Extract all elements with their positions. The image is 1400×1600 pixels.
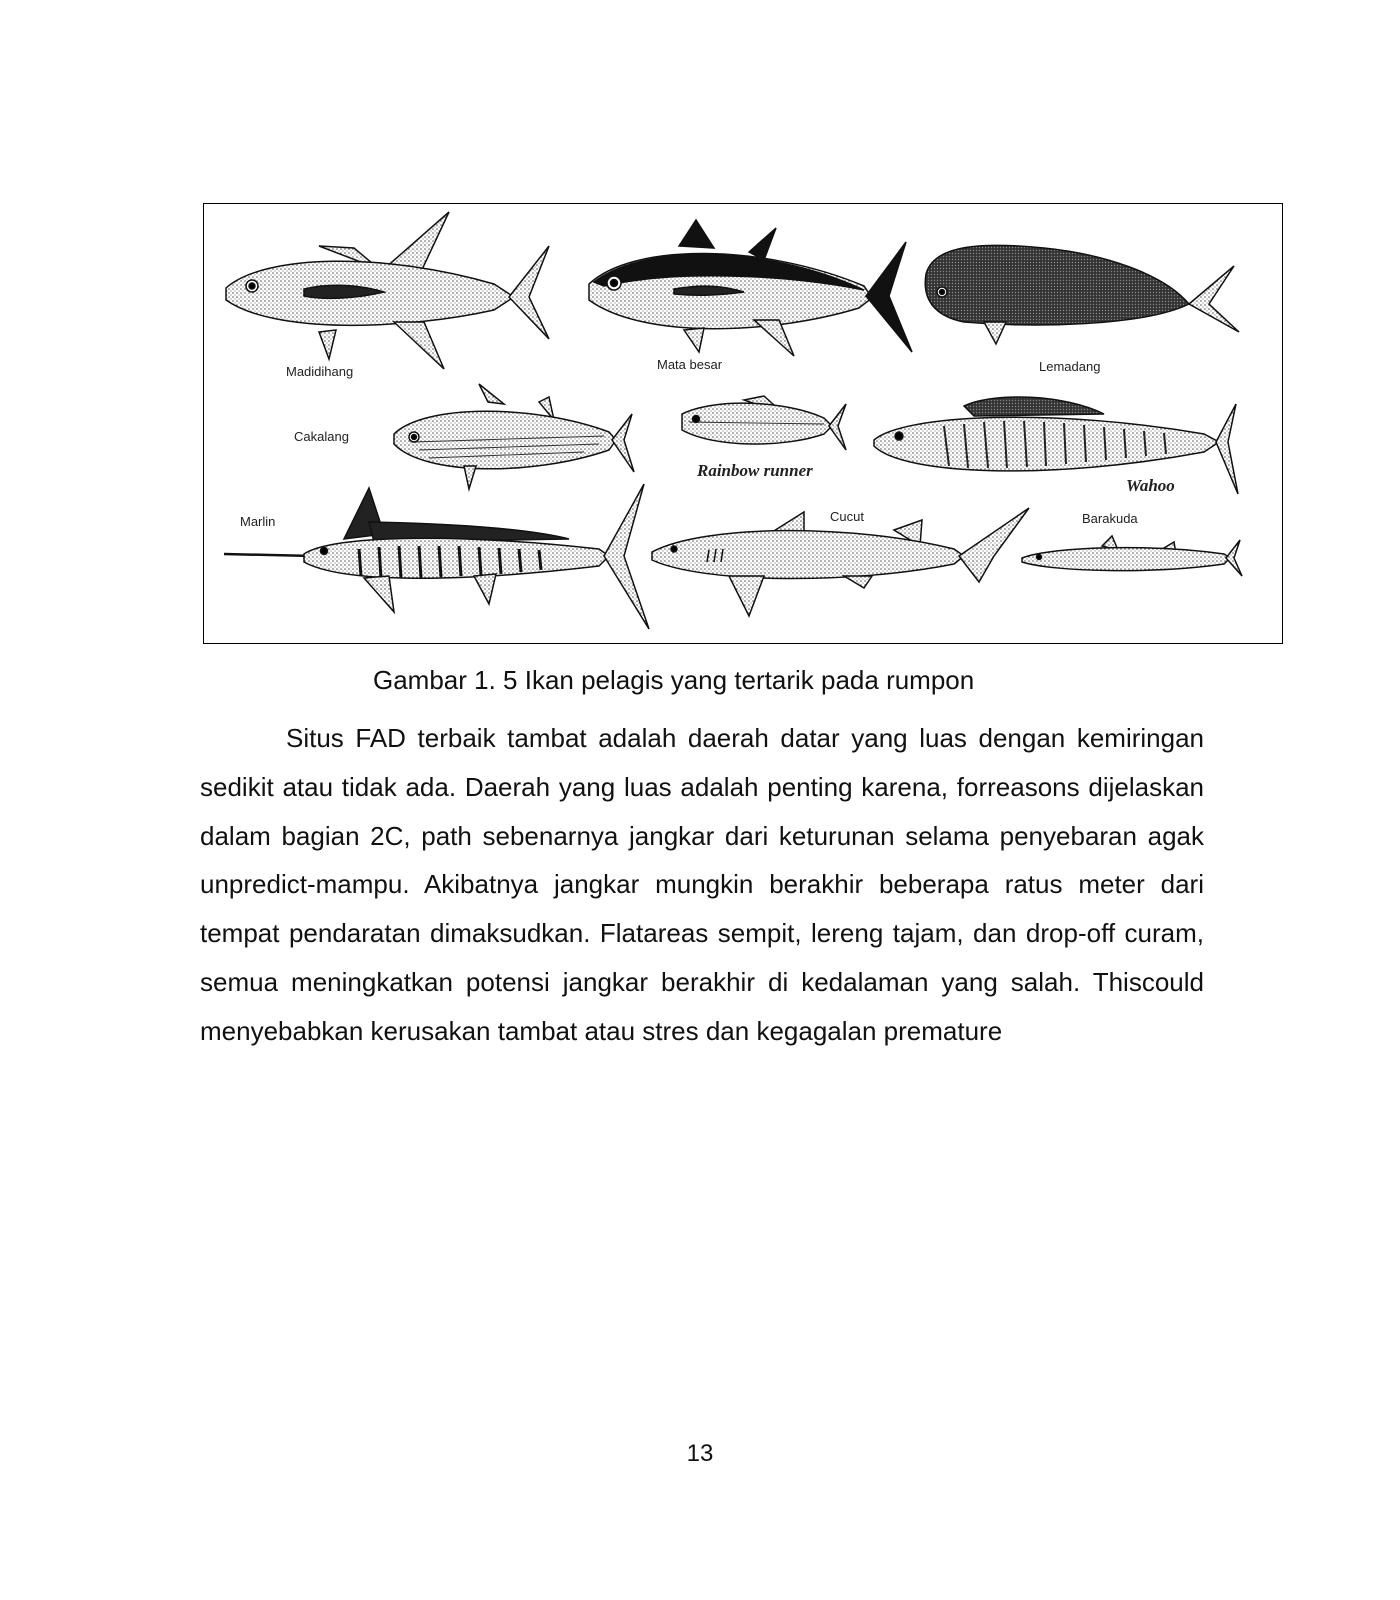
- label-cakalang: Cakalang: [294, 429, 349, 444]
- label-mata-besar: Mata besar: [657, 357, 723, 372]
- body-paragraph: Situs FAD terbaik tambat adalah daerah datar yang luas dengan kemiringan sedikit atau tidak ada. Daerah yang luas adalah penting karena, forreasons dijelaskan dalam bagian 2C, path sebenarnya jangkar dari keturunan selama penyebaran agak unpredict-mampu. Akibatnya jangkar mungkin berakhir beberapa ratus meter dari tempat pendaratan dimaksudkan. Flatareas sempit, lereng tajam, dan drop-off curam, semua meningkatkan potensi jangkar berakhir di kedalaman yang salah. Thiscould menyebabkan kerusakan tambat atau stres dan kegagalan premature: [200, 723, 1204, 1046]
- wahoo-fish: [874, 397, 1238, 494]
- label-barakuda: Barakuda: [1082, 511, 1138, 526]
- marlin-fish: [224, 484, 649, 629]
- fish-illustrations: [204, 204, 1283, 644]
- label-lemadang: Lemadang: [1039, 359, 1101, 374]
- page-number: 13: [686, 1440, 714, 1467]
- lemadang-fish: [925, 245, 1239, 344]
- label-marlin: Marlin: [240, 514, 276, 529]
- label-wahoo: Wahoo: [1126, 476, 1175, 495]
- barakuda-fish: [1022, 536, 1242, 576]
- cakalang-fish: [394, 384, 634, 489]
- rainbow-runner-fish: [682, 396, 846, 450]
- label-madidihang: Madidihang: [286, 364, 354, 379]
- label-cucut: Cucut: [830, 509, 864, 524]
- madidihang-fish: [226, 212, 549, 369]
- mata-besar-fish: [589, 220, 912, 356]
- figure-caption: Gambar 1. 5 Ikan pelagis yang tertarik pada rumpon: [373, 665, 975, 695]
- label-rainbow-runner: Rainbow runner: [697, 461, 813, 480]
- fish-figure: [203, 203, 1283, 644]
- cucut-fish: [652, 508, 1029, 616]
